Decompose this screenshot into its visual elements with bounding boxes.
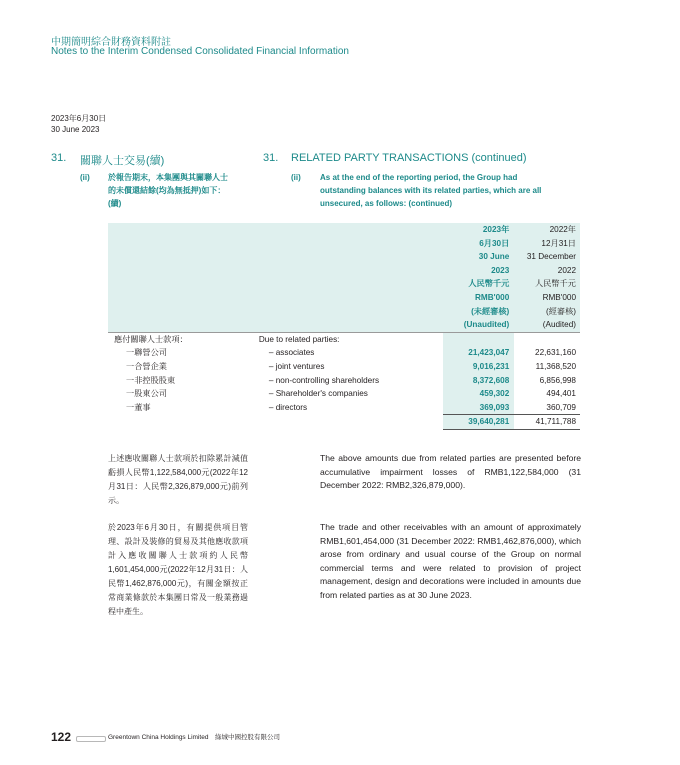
table-row — [108, 360, 580, 374]
table-row — [108, 374, 580, 388]
note-paragraph-2-zh: 於2023年6月30日，有關提供項目管理、設計及裝修的貿易及其他應收款項計入應收關聯人士款項約人民幣1,601,454,000元(2022年12月31日：人民幣1,462,876,000元)，有關金額按正常商業條款於本集團日常及一般業務過程中產生。 — [108, 523, 248, 616]
subsection-zh-line: 的未償還結餘(均為無抵押)如下： — [108, 186, 226, 195]
subsection-en-line: unsecured, as follows: (continued) — [320, 199, 453, 208]
row-value-2023: 459,302 — [443, 387, 514, 401]
row-label-en: – Shareholder's companies — [268, 389, 368, 399]
row-value-2023: 369,093 — [443, 401, 514, 415]
table-header-row — [108, 264, 580, 278]
table-header-row — [108, 318, 580, 332]
row-label-en: – joint ventures — [268, 361, 325, 371]
note-paragraph-1-zh: 上述應收關聯人士款項於扣除累計減值虧損人民幣1,122,584,000元(2022年12月31日：人民幣2,326,879,000元)前列示。 — [108, 454, 248, 505]
table-header-row — [108, 277, 580, 291]
section-number-zh: 31. — [51, 152, 67, 164]
related-party-balances-table — [108, 223, 580, 430]
subsection-zh-line: 於報告期末，本集團與其關聯人士 — [108, 173, 228, 182]
row-label-zh: 一合營企業 — [126, 361, 167, 371]
row-value-2022: 360,709 — [546, 402, 576, 412]
row-label-zh: 一股東公司 — [126, 389, 167, 399]
row-value-2023: 8,372,608 — [443, 374, 514, 388]
subsection-number-en: (ii) — [291, 173, 301, 182]
col-2022-header: 2022 — [514, 264, 580, 278]
row-value-2023: 21,423,047 — [443, 346, 514, 360]
row-label-en: – directors — [268, 402, 308, 412]
subsection-text-zh — [108, 171, 248, 210]
col-2022-header: 12月31日 — [514, 237, 580, 251]
col-2022-header: 31 December — [514, 250, 580, 264]
total-2023: 39,640,281 — [443, 415, 514, 430]
row-label-zh: 一聯營公司 — [126, 348, 167, 358]
table-header-row — [108, 223, 580, 237]
page-number: 122 — [51, 730, 72, 744]
col-2022-header: RMB'000 — [514, 291, 580, 305]
col-2023-header: 6月30日 — [443, 237, 514, 251]
header-title-zh: 中期簡明綜合財務資料附註 — [51, 37, 171, 48]
col-2023-header: 30 June — [443, 250, 514, 264]
subsection-text-en — [320, 171, 582, 210]
col-2022-header: (經審核) — [514, 305, 580, 319]
subsection-en-line: As at the end of the reporting period, the Group had — [320, 173, 518, 182]
col-2023-header: (未經審核) — [443, 305, 514, 319]
table-row — [108, 387, 580, 401]
row-value-2022: 11,368,520 — [535, 361, 576, 371]
row-value-2022: 6,856,998 — [539, 375, 576, 385]
table-header-row — [108, 250, 580, 264]
group-label-zh: 應付關聯人士款項： — [108, 332, 259, 346]
note-paragraph-2-en: The trade and other receivables with an amount of approximately RMB1,601,454,000 (31 December 2022: RMB1,462,876,000), which arose from ordinary and usual course of the Group on normal commercial terms and were related to provision of project management, design and decorations were included in amounts due from related parties as at 30 June 2023. — [320, 522, 581, 600]
table-header-row — [108, 305, 580, 319]
header-title-en: Notes to the Interim Condensed Consolidated Financial Information — [51, 46, 349, 57]
note-paragraph-1-en: The above amounts due from related parties are presented before accumulative impairment losses of RMB1,122,584,000 (31 December 2022: RMB2,326,879,000). — [320, 453, 581, 490]
col-2023-header: 2023年 — [443, 223, 514, 237]
section-title-en: RELATED PARTY TRANSACTIONS (continued) — [291, 152, 527, 164]
col-2022-header: (Audited) — [514, 318, 580, 332]
subsection-en-line: outstanding balances with its related parties, which are all — [320, 186, 542, 195]
col-2022-header: 2022年 — [514, 223, 580, 237]
section-title-zh: 關聯人士交易(續) — [80, 155, 165, 167]
total-2022: 41,711,788 — [514, 415, 580, 430]
row-label-en: – associates — [268, 348, 315, 358]
table-row — [108, 346, 580, 360]
row-label-zh: 一非控股股東 — [126, 375, 176, 385]
col-2023-header: (Unaudited) — [443, 318, 514, 332]
table-row — [108, 401, 580, 415]
table-header-row — [108, 291, 580, 305]
row-value-2022: 494,401 — [546, 389, 576, 399]
report-date-en: 30 June 2023 — [51, 125, 100, 134]
table-group-row — [108, 332, 580, 346]
row-label-zh: 一董事 — [126, 402, 151, 412]
table-header-row — [108, 237, 580, 251]
col-2023-header: 2023 — [443, 264, 514, 278]
col-2023-header: RMB'000 — [443, 291, 514, 305]
footer-decoration — [76, 736, 106, 742]
footer-company-name: Greentown China Holdings Limited 綠城中國控股有限公司 — [108, 734, 280, 741]
col-2023-header: 人民幣千元 — [443, 277, 514, 291]
subsection-number-zh: (ii) — [80, 173, 90, 182]
section-number-en: 31. — [263, 152, 279, 164]
row-value-2023: 9,016,231 — [443, 360, 514, 374]
report-date-zh: 2023年6月30日 — [51, 114, 107, 123]
row-value-2022: 22,631,160 — [535, 348, 576, 358]
row-label-en: – non-controlling shareholders — [268, 375, 380, 385]
subsection-zh-line: (續) — [108, 199, 122, 208]
col-2022-header: 人民幣千元 — [514, 277, 580, 291]
table-total-row — [108, 415, 580, 430]
group-label-en: Due to related parties: — [259, 332, 443, 346]
